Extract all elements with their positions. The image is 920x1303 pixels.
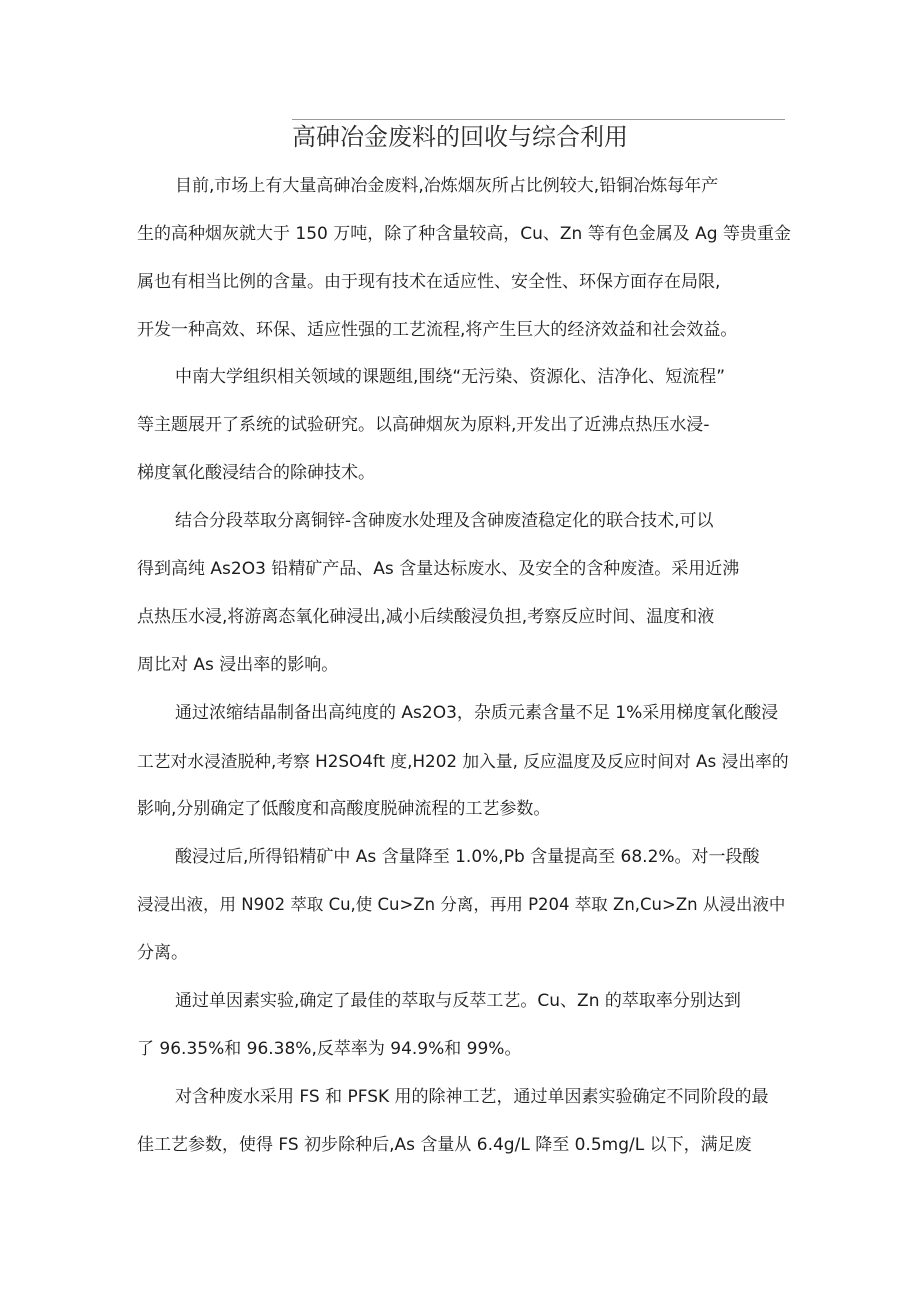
- paragraph-1-line-2: 生的高种烟灰就大于 150 万吨，除了种含量较高，Cu、Zn 等有色金属及 Ag 等贵重金: [137, 224, 791, 244]
- paragraph-1-line-4: 开发一种高效、环保、适应性强的工艺流程,将产生巨大的经济效益和社会效益。: [137, 320, 738, 340]
- paragraph-3-line-4: 周比对 As 浸出率的影响。: [137, 655, 339, 675]
- paragraph-3-line-1: 结合分段萃取分离铜锌-含砷废水处理及含砷废渣稳定化的联合技术,可以: [175, 511, 714, 531]
- paragraph-3-line-2: 得到高纯 As2O3 铅精矿产品、As 含量达标废水、及安全的含种废渣。采用近沸: [137, 559, 740, 579]
- paragraph-2-line-3: 梯度氧化酸浸结合的除砷技术。: [137, 463, 375, 483]
- paragraph-7-line-1: 对含种废水采用 FS 和 PFSK 用的除神工艺，通过单因素实验确定不同阶段的最: [175, 1087, 769, 1107]
- paragraph-2-line-2: 等主题展开了系统的试验研究。以高砷烟灰为原料,开发出了近沸点热压水浸-: [137, 415, 710, 435]
- paragraph-4-line-2: 工艺对水浸渣脱种,考察 H2SO4ft 度,H202 加入量, 反应温度及反应时间对 As 浸出率的: [137, 751, 789, 771]
- document-title: 高砷冶金废料的回收与综合利用: [292, 123, 628, 151]
- paragraph-5-line-2: 浸浸出液，用 N902 萃取 Cu,使 Cu>Zn 分离，再用 P204 萃取 Zn,Cu>Zn 从浸出液中: [137, 895, 786, 914]
- paragraph-5-line-1: 酸浸过后,所得铅精矿中 As 含量降至 1.0%,Pb 含量提高至 68.2%。对一段酸: [175, 847, 760, 867]
- paragraph-5-line-3: 分离。: [137, 943, 188, 963]
- paragraph-4-line-3: 影响,分别确定了低酸度和高酸度脱砷流程的工艺参数。: [137, 799, 551, 819]
- paragraph-4-line-1: 通过浓缩结晶制备出高纯度的 As2O3，杂质元素含量不足 1%采用梯度氧化酸浸: [175, 703, 779, 723]
- paragraph-6-line-1: 通过单因素实验,确定了最佳的萃取与反萃工艺。Cu、Zn 的萃取率分别达到: [175, 991, 741, 1011]
- paragraph-6-line-2: 了 96.35%和 96.38%,反萃率为 94.9%和 99%。: [137, 1039, 522, 1059]
- paragraph-1-line-1: 目前,市场上有大量高砷冶金废料,冶炼烟灰所占比例较大,铅铜冶炼每年产: [175, 176, 719, 196]
- paragraph-1-line-3: 属也有相当比例的含量。由于现有技术在适应性、安全性、环保方面存在局限,: [137, 272, 721, 292]
- paragraph-3-line-3: 点热压水浸,将游离态氧化砷浸出,减小后续酸浸负担,考察反应时间、温度和液: [137, 607, 715, 627]
- paragraph-2-line-1: 中南大学组织相关领域的课题组,围绕“无污染、资源化、洁净化、短流程”: [175, 367, 726, 387]
- paragraph-7-line-2: 佳工艺参数，使得 FS 初步除种后,As 含量从 6.4g/L 降至 0.5mg/L 以下，满足废: [137, 1135, 752, 1155]
